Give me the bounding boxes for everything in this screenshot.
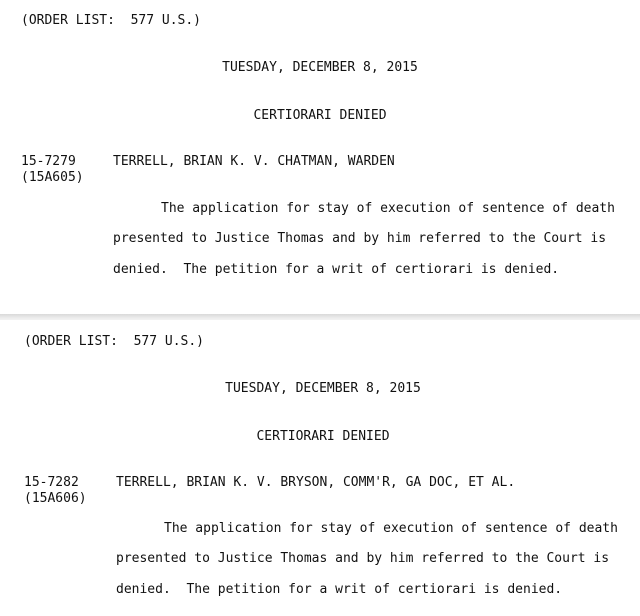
order-body-line: presented to Justice Thomas and by him referred to the Court is [113,231,607,246]
case-title: TERRELL, BRIAN K. V. BRYSON, COMM'R, GA DOC, ET AL. [116,475,516,490]
order-body-line: The application for stay of execution of sentence of death [164,521,618,536]
order-date: TUESDAY, DECEMBER 8, 2015 [225,381,421,396]
order-list-header: (ORDER LIST: 577 U.S.) [24,334,205,349]
docket-number: 15-7279 [21,154,76,169]
order-body-line: denied. The petition for a writ of certiorari is denied. [113,262,560,277]
docket-number: 15-7282 [24,475,79,490]
order-body-line: The application for stay of execution of sentence of death [161,201,615,216]
order-date: TUESDAY, DECEMBER 8, 2015 [222,60,418,75]
case-title: TERRELL, BRIAN K. V. CHATMAN, WARDEN [113,154,395,169]
section-heading: CERTIORARI DENIED [256,429,390,444]
order-list-header: (ORDER LIST: 577 U.S.) [21,13,202,28]
section-heading: CERTIORARI DENIED [253,108,387,123]
application-number: (15A606) [24,491,87,506]
application-number: (15A605) [21,170,84,185]
order-body-line: presented to Justice Thomas and by him referred to the Court is [116,551,610,566]
order-sheet-2 [0,320,640,616]
order-body-line: denied. The petition for a writ of certiorari is denied. [116,582,563,597]
